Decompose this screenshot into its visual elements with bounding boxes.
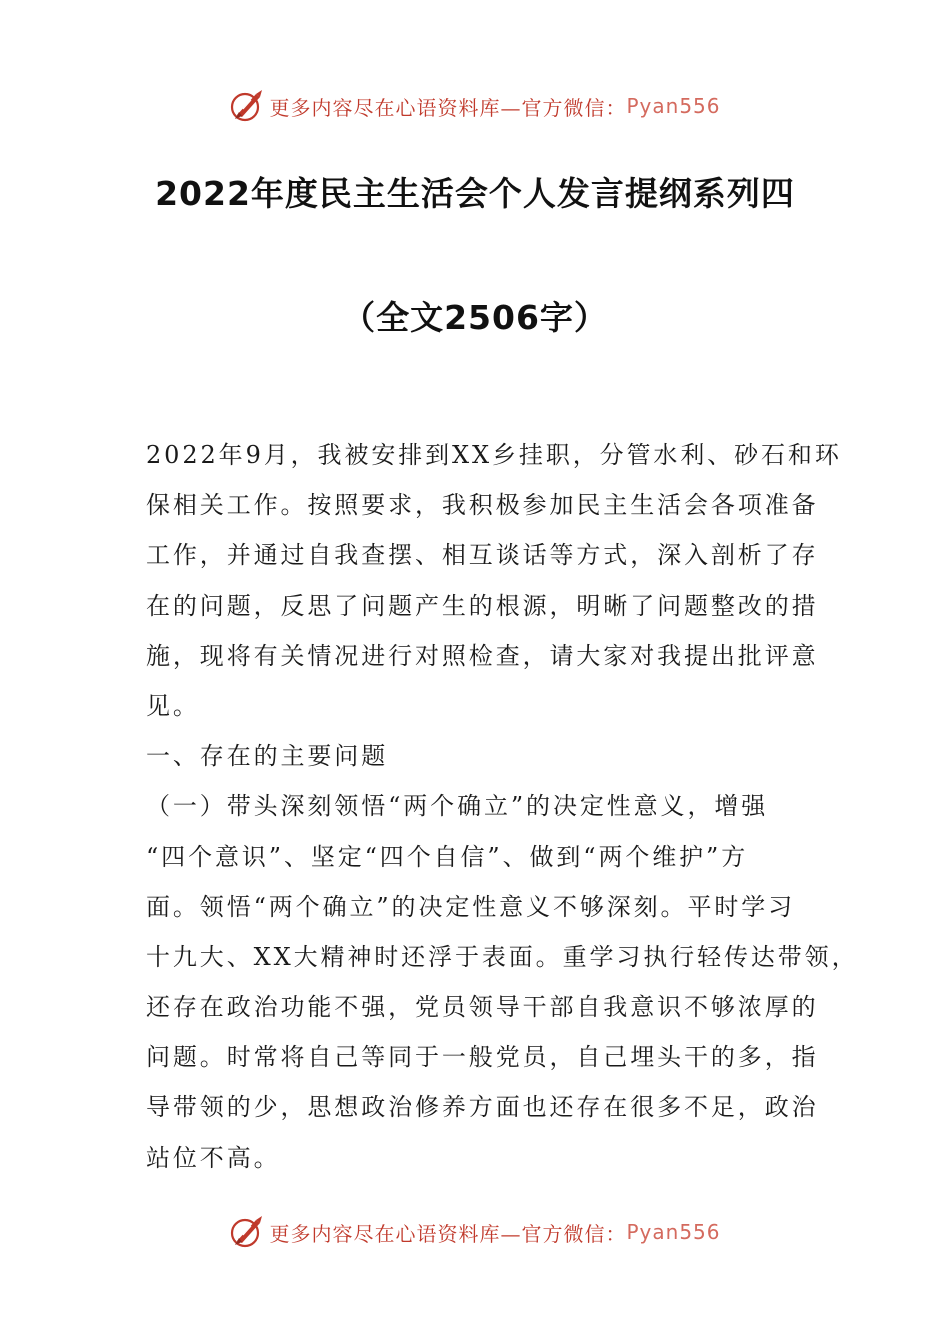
watermark-wechat-id: Pyan556 (626, 94, 721, 118)
body-line: 还存在政治功能不强，党员领导干部自我意识不够浓厚的 (146, 993, 819, 1022)
document-title: 2022年度民主生活会个人发言提纲系列四 (155, 174, 795, 213)
document-subtitle: （全文2506字） (342, 298, 608, 337)
watermark-text: 更多内容尽在心语资料库—官方微信： (269, 95, 627, 120)
body-line: “四个意识”、坚定“四个自信”、做到“两个维护”方 (146, 842, 749, 871)
section-heading: 一、存在的主要问题 (146, 742, 389, 771)
body-line: 工作，并通过自我查摆、相互谈话等方式，深入剖析了存 (146, 541, 819, 570)
body-line: 十九大、XX大精神时还浮于表面。重学习执行轻传达带领， (146, 942, 859, 971)
body-line: 面。领悟“两个确立”的决定性意义不够深刻。平时学习 (146, 892, 796, 921)
watermark-footer (0, 1212, 950, 1252)
body-line: 2022年9月，我被安排到XX乡挂职，分管水利、砂石和环 (146, 441, 842, 469)
document-body (146, 430, 859, 1183)
body-line: 施，现将有关情况进行对照检查，请大家对我提出批评意 (146, 641, 819, 670)
body-line: 导带领的少，思想政治修养方面也还存在很多不足，政治 (146, 1093, 819, 1122)
body-line: 见。 (146, 691, 200, 720)
body-line: 站位不高。 (146, 1143, 281, 1172)
body-line: 在的问题，反思了问题产生的根源，明晰了问题整改的措 (146, 591, 819, 620)
watermark-wechat-id: Pyan556 (626, 1220, 721, 1244)
quill-pen-logo-icon (229, 88, 265, 124)
body-line: 问题。时常将自己等同于一般党员，自己埋头干的多，指 (146, 1043, 819, 1072)
watermark-header (0, 86, 950, 126)
watermark-text: 更多内容尽在心语资料库—官方微信： (269, 1221, 627, 1246)
body-line: 保相关工作。按照要求，我积极参加民主生活会各项准备 (146, 491, 819, 520)
quill-pen-logo-icon (229, 1214, 265, 1250)
subsection-heading: （一）带头深刻领悟“两个确立”的决定性意义，增强 (146, 792, 769, 821)
